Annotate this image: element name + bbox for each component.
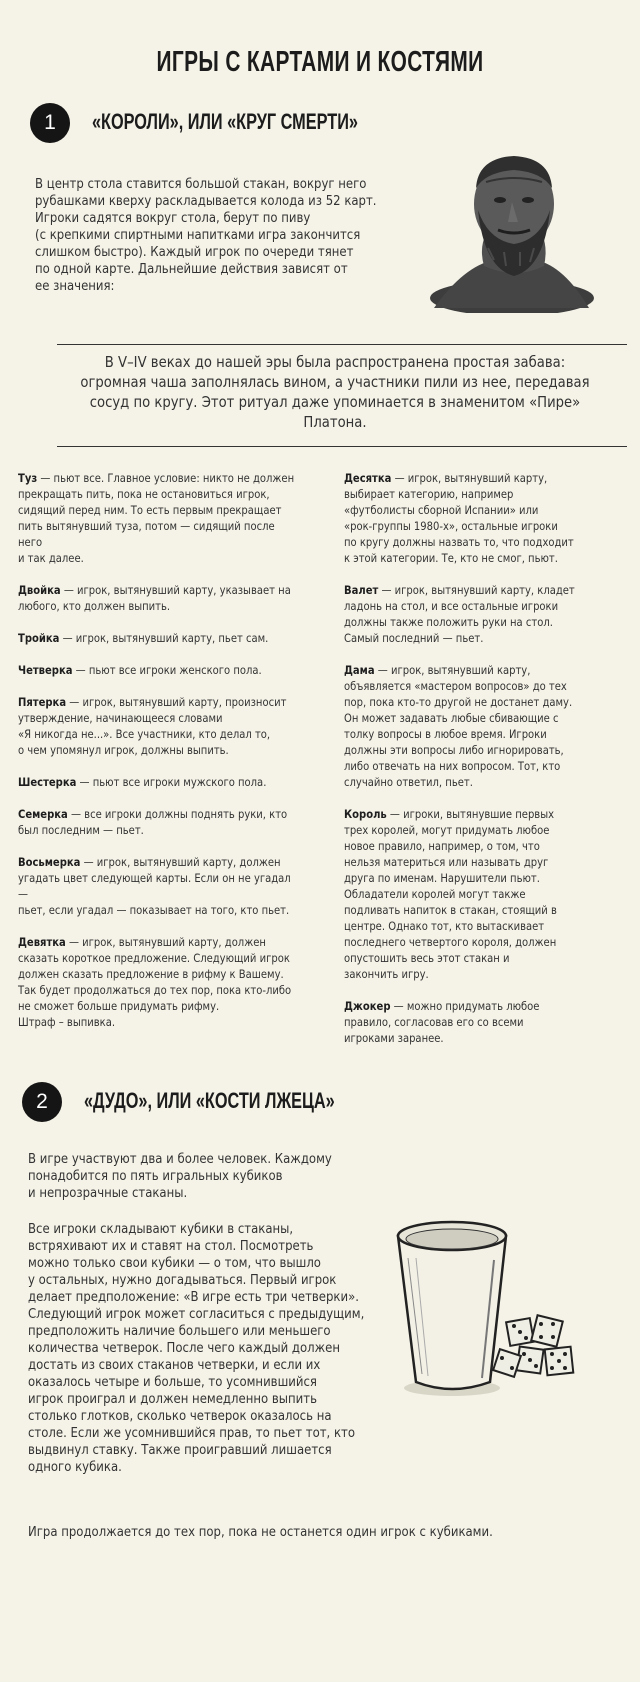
card-rule-line [344,838,579,854]
card-text: Так будет продолжаться до тех пор, пока кто-либо [18,983,292,997]
card-rule-line [344,774,579,790]
card-text: — игрок, вытянувший карту, произносит [66,695,287,709]
cards-right-column [344,470,579,1062]
intro-line: В центр стола ставится большой стакан, вокруг него [35,177,367,192]
paragraph-line: понадобится по пять игральных кубиков [28,1169,283,1184]
card-rule-line [18,822,301,838]
card-text: ладонь на стол, и все остальные игроки [344,599,559,613]
card-rule-line [18,950,301,966]
card-rule-line [18,518,301,550]
card-rule-line [344,726,579,742]
paragraph-line: оказалось четыре и больше, то усомнившийся [28,1375,317,1390]
card-rule-line [18,742,301,758]
section-title-2: «ДУДО», ИЛИ «КОСТИ ЛЖЕЦА» [84,1088,335,1113]
card-rule-line [344,518,579,534]
intro-line: (с крепкими спиртными напитками игра закончится [35,228,361,243]
card-rule-line [18,902,301,918]
card-text: — игроки, вытянувшие первых [386,807,555,821]
card-text: подливать напиток в стакан, стоящий в [344,903,557,917]
card-rule [344,470,579,566]
section1-intro [35,176,413,295]
card-text: утверждение, начинающееся словами [18,711,223,725]
paragraph-line: одного кубика. [28,1460,122,1475]
card-rule-line [18,998,301,1014]
card-text: «Я никогда не...». Все участники, кто делал то, [18,727,271,741]
card-rule-line [344,966,579,982]
card-text: и так далее. [18,551,84,565]
quote-line: сосуд по кругу. Этот ритуал даже упоминается в знаменитом «Пире» [89,393,581,411]
paragraph-line: игрок проиграл и должен немедленно выпить [28,1392,317,1407]
paragraph-line: встряхивают их и ставят на стол. Посмотреть [28,1239,314,1254]
section2-paragraph-3 [28,1524,559,1541]
quote-bottom-rule [57,446,627,447]
card-rule-line [18,550,301,566]
card-rule-line [344,694,579,710]
page-title: ИГРЫ С КАРТАМИ И КОСТЯМИ [156,46,484,78]
card-rule-line [344,1030,579,1046]
paragraph-line: выдвинул ставку. Также проигравший лишается [28,1443,332,1458]
card-rule [18,470,301,566]
card-rule-line [18,1014,301,1030]
card-rule-line [344,742,579,758]
card-rule [344,806,579,982]
card-text: не сможет больше придумать рифму. [18,999,220,1013]
card-rule-line [18,774,301,790]
card-rule-line [18,982,301,998]
card-text: пор, пока кто-то другой не достанет даму. [344,695,573,709]
card-rule [18,934,301,1030]
card-rule-line [344,758,579,774]
card-text: случайно ответил, пьет. [344,775,473,789]
card-text: правило, согласовав его со всеми [344,1015,524,1029]
card-text: сидящий перед ним. То есть первым прекращает [18,503,282,517]
card-text: нельзя материться или называть друг [344,855,549,869]
intro-line: Игроки садятся вокруг стола, берут по пиву [35,211,311,226]
paragraph-line: Следующий игрок может согласиться с предыдущим, [28,1307,365,1322]
intro-line: ее значения: [35,279,115,294]
card-text: — игрок, вытянувший карту, [391,471,548,485]
card-text: трех королей, могут придумать любое [344,823,550,837]
card-text: — пьют все игроки женского пола. [72,663,262,677]
card-text: пьет, если угадал — показывает на того, кто пьет. [18,903,290,917]
card-rule-line [18,966,301,982]
card-text: либо отвечать на них вопросом. Тот, кто [344,759,561,773]
card-rule-line [344,854,579,870]
card-rule-line [344,486,579,502]
section2-paragraph-2 [28,1221,388,1476]
dice-cup-icon [394,1218,584,1398]
card-rule-line [18,710,301,726]
card-text: Штраф – выпивка. [18,1015,116,1029]
paragraph-line: Игра продолжается до тех пор, пока не останется один игрок с кубиками. [28,1525,493,1540]
card-rule-line [344,662,579,678]
section-number-1: 1 [30,103,70,143]
quote-line: огромная чаша заполнялась вином, а участники пили из нее, передавая [80,373,590,391]
card-rule-line [344,806,579,822]
card-text: объявляется «мастером вопросов» до тех [344,679,567,693]
card-rule-line [344,710,579,726]
card-rule [18,854,301,918]
card-name: Десятка [344,471,392,485]
card-rule-line [344,918,579,934]
card-rule [18,582,301,614]
card-rule-line [344,870,579,886]
quote-top-rule [57,344,627,345]
intro-line: слишком быстро). Каждый игрок по очереди тянет [35,245,354,260]
card-rule-line [344,998,579,1014]
card-rule-line [18,598,301,614]
card-text: — игрок, вытянувший карту, указывает на [60,583,291,597]
card-text: о чем упомянул игрок, должны выпить. [18,743,229,757]
card-name: Семерка [18,807,68,821]
card-name: Двойка [18,583,61,597]
intro-line: по одной карте. Дальнейшие действия зависят от [35,262,348,277]
card-rule-line [344,614,579,630]
card-name: Девятка [18,935,66,949]
card-rule [18,694,301,758]
card-rule [18,630,301,646]
card-name: Четверка [18,663,73,677]
card-text: был последним — пьет. [18,823,144,837]
card-name: Пятерка [18,695,67,709]
card-text: угадать цвет следующей карты. Если он не угадал — [18,871,291,901]
card-text: — игрок, вытянувший карту, [374,663,531,677]
card-text: «рок-группы 1980-х», остальные игроки [344,519,558,533]
paragraph-line: столько глотков, сколько четверок оказалось на [28,1409,332,1424]
card-rule [18,806,301,838]
card-text: Он может задавать любые сбивающие с [344,711,559,725]
card-rule-line [18,470,301,486]
card-text: должны также положить руки на стол. [344,615,553,629]
card-text: опустошить весь этот стакан и [344,951,510,965]
paragraph-line: можно только свои кубики — о том, что вышло [28,1256,321,1271]
card-rule-line [344,678,579,694]
card-text: — игрок, вытянувший карту, должен [80,855,281,869]
card-text: пить вытянувший туза, потом — сидящий после него [18,519,275,549]
card-text: — игрок, вытянувший карту, пьет сам. [59,631,269,645]
card-rule-line [18,486,301,502]
card-text: толку вопросы в любое время. Игроки [344,727,547,741]
card-rule-line [18,630,301,646]
card-name: Туз [18,471,38,485]
card-rule [18,774,301,790]
card-name: Король [344,807,387,821]
card-rule-line [344,822,579,838]
card-text: — все игроки должны поднять руки, кто [67,807,288,821]
paragraph-line: и непрозрачные стаканы. [28,1186,188,1201]
card-name: Дама [344,663,375,677]
card-text: должен сказать предложение в рифму к Вашему. [18,967,284,981]
card-text: друга по именам. Нарушители пьют. [344,871,540,885]
card-rule [18,662,301,678]
card-rule-line [18,870,301,902]
card-text: — игрок, вытянувший карту, кладет [378,583,575,597]
paragraph-line: количества четверок. После чего каждый должен [28,1341,341,1356]
card-text: по кругу должны назвать то, что подходит [344,535,574,549]
card-text: новое правило, например, о том, что [344,839,540,853]
quote-line: Платона. [303,413,367,431]
section2-paragraph-1 [28,1151,370,1202]
card-rule-line [18,726,301,742]
card-rule-line [344,950,579,966]
paragraph-line: В игре участвуют два и более человек. Каждому [28,1152,332,1167]
card-name: Шестерка [18,775,77,789]
card-text: сказать короткое предложение. Следующий игрок [18,951,290,965]
paragraph-line: Все игроки складывают кубики в стаканы, [28,1222,294,1237]
paragraph-line: предположить наличие большего или меньшего [28,1324,331,1339]
card-rule-line [18,662,301,678]
card-text: — можно придумать любое [390,999,540,1013]
card-rule-line [18,582,301,598]
card-rule-line [344,598,579,614]
card-rule-line [18,934,301,950]
card-rule-line [18,502,301,518]
card-rule-line [344,934,579,950]
card-text: центре. Однако тот, кто вытаскивает [344,919,545,933]
card-text: — пьют все. Главное условие: никто не должен [37,471,295,485]
plato-bust-icon [424,148,594,313]
card-rule-line [344,902,579,918]
intro-line: рубашками кверху раскладывается колода из 52 карт. [35,194,377,209]
card-text: Обладатели королей могут также [344,887,526,901]
card-text: последнего четвертого короля, должен [344,935,557,949]
paragraph-line: столе. Если же усомнившийся прав, то пьет тот, кто [28,1426,356,1441]
card-text: выбирает категорию, например [344,487,514,501]
card-text: «футболисты сборной Испании» или [344,503,539,517]
card-rule-line [18,694,301,710]
card-rule-line [344,1014,579,1030]
card-text: любого, кто должен выпить. [18,599,171,613]
card-name: Валет [344,583,379,597]
card-text: игроками заранее. [344,1031,444,1045]
card-rule-line [18,854,301,870]
cards-left-column [18,470,301,1046]
card-text: — игрок, вытянувший карту, должен [65,935,266,949]
paragraph-line: у остальных, нужно догадываться. Первый игрок [28,1273,337,1288]
card-text: должны эти вопросы либо игнорировать, [344,743,564,757]
platon-quote [67,352,604,432]
card-text: — пьют все игроки мужского пола. [76,775,267,789]
section-title-1: «КОРОЛИ», ИЛИ «КРУГ СМЕРТИ» [92,109,358,134]
card-rule-line [344,550,579,566]
quote-line: В V–IV веках до нашей эры была распространена простая забава: [104,353,566,371]
card-name: Джокер [344,999,391,1013]
card-text: Самый последний — пьет. [344,631,484,645]
paragraph-line: достать из своих стаканов четверки, и если их [28,1358,321,1373]
card-rule-line [344,630,579,646]
card-rule-line [18,806,301,822]
card-rule [344,662,579,790]
card-rule-line [344,470,579,486]
card-rule [344,998,579,1046]
section-number-2: 2 [22,1082,62,1122]
card-text: закончить игру. [344,967,429,981]
card-rule-line [344,502,579,518]
paragraph-line: делает предположение: «В игре есть три четверки». [28,1290,359,1305]
card-name: Тройка [18,631,60,645]
card-name: Восьмерка [18,855,81,869]
card-rule-line [344,582,579,598]
card-rule [344,582,579,646]
card-rule-line [344,886,579,902]
card-rule-line [344,534,579,550]
card-text: к этой категории. Те, кто не смог, пьют. [344,551,558,565]
card-text: прекращать пить, пока не остановиться игрок, [18,487,270,501]
